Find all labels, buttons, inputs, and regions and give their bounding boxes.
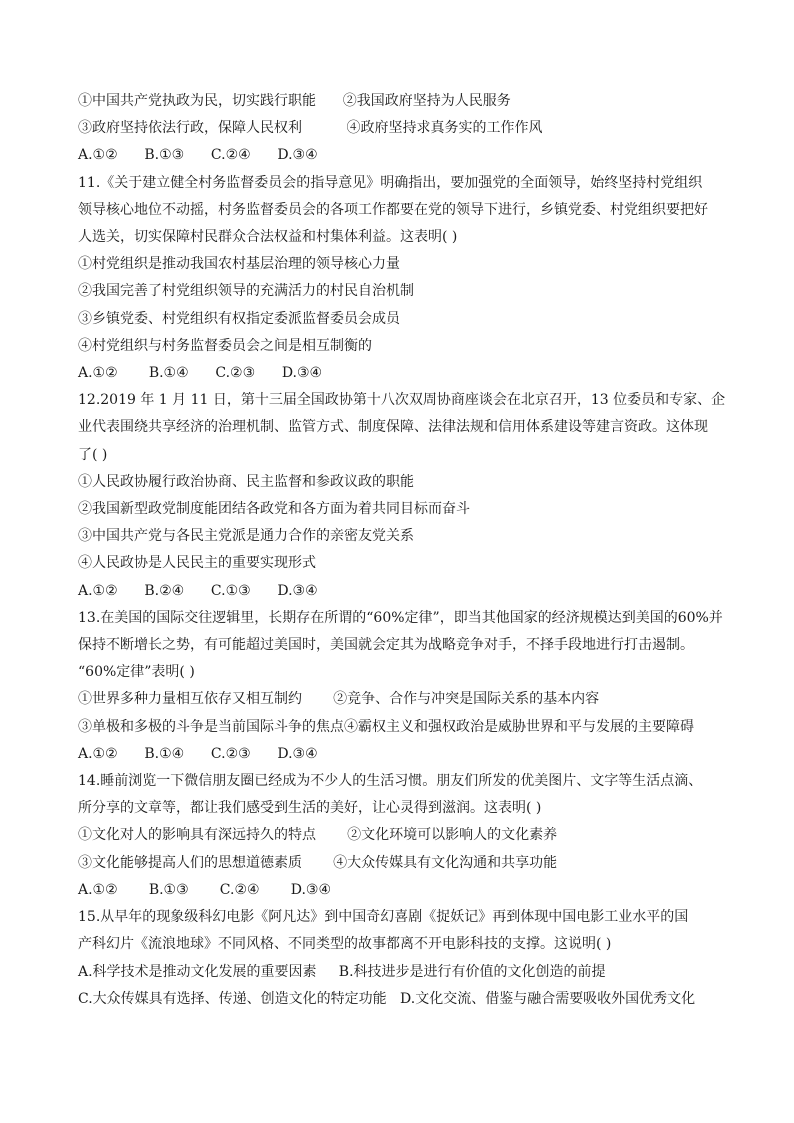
option-line: ④人民政协是人民民主的重要实现形式 bbox=[78, 555, 316, 572]
option-line: ③中国共产党与各民主党派是通力合作的亲密友党关系 bbox=[78, 528, 414, 545]
answer-choices: A.①② B.①③ C.②④ D.③④ bbox=[78, 881, 331, 898]
question-stem: 产科幻片《流浪地球》不同风格、不同类型的故事都离不开电影科技的支撑。这说明( ) bbox=[78, 936, 612, 953]
question-stem: 了( ) bbox=[78, 446, 108, 463]
answer-choice-line: A.科学技术是推动文化发展的重要因素 B.科技进步是进行有价值的文化创造的前提 bbox=[78, 963, 606, 980]
question-10 bbox=[78, 88, 718, 170]
question-14 bbox=[78, 768, 718, 904]
option-line: ①文化对人的影响具有深远持久的特点 ②文化环境可以影响人的文化素养 bbox=[78, 827, 558, 844]
question-stem: 12.2019 年 1 月 11 日，第十三届全国政协第十八次双周协商座谈会在北京召开，13 位委员和专家、企 bbox=[78, 392, 726, 409]
question-stem: 所分享的文章等，都让我们感受到生活的美好，让心灵得到滋润。这表明( ) bbox=[78, 800, 542, 817]
answer-choices: A.①② B.②④ C.①③ D.③④ bbox=[78, 582, 318, 599]
option-line: ①世界多种力量相互依存又相互制约 ②竞争、合作与冲突是国际关系的基本内容 bbox=[78, 691, 600, 708]
question-stem: “60%定律”表明( ) bbox=[78, 664, 195, 681]
question-12 bbox=[78, 387, 726, 605]
question-15 bbox=[78, 904, 718, 1013]
option-line: ③文化能够提高人们的思想道德素质 ④大众传媒具有文化沟通和共享功能 bbox=[78, 854, 558, 871]
question-stem: 人选关，切实保障村民群众合法权益和村集体利益。这表明( ) bbox=[78, 229, 458, 246]
question-stem: 保持不断增长之势，有可能超过美国时，美国就会定其为战略竞争对手，不择手段地进行打击遏制。 bbox=[78, 637, 694, 654]
option-line: ②我国新型政党制度能团结各政党和各方面为着共同目标而奋斗 bbox=[78, 501, 470, 518]
option-line: ③政府坚持依法行政，保障人民权利 ④政府坚持求真务实的工作作风 bbox=[78, 120, 543, 137]
question-stem: 13.在美国的国际交往逻辑里，长期存在所谓的“60%定律”，即当其他国家的经济规模达到美国的60%并 bbox=[78, 609, 723, 626]
answer-choice-line: C.大众传媒具有选择、传递、创造文化的特定功能 D.文化交流、借鉴与融合需要吸收外国优秀文化 bbox=[78, 990, 696, 1007]
question-13 bbox=[78, 605, 723, 768]
option-line: ③乡镇党委、村党组织有权指定委派监督委员会成员 bbox=[78, 310, 400, 327]
option-line: ②我国完善了村党组织领导的充满活力的村民自治机制 bbox=[78, 283, 414, 300]
question-stem: 领导核心地位不动摇，村务监督委员会的各项工作都要在党的领导下进行，乡镇党委、村党组织要把好 bbox=[78, 201, 708, 218]
option-line: ①中国共产党执政为民，切实践行职能 ②我国政府坚持为人民服务 bbox=[78, 93, 511, 109]
question-stem: 14.睡前浏览一下微信朋友圈已经成为不少人的生活习惯。朋友们所发的优美图片、文字等生活点滴、 bbox=[78, 773, 703, 790]
question-stem: 11.《关于建立健全村务监督委员会的指导意见》明确指出，要加强党的全面领导，始终坚持村党组织 bbox=[78, 174, 703, 191]
option-line: ③单极和多极的斗争是当前国际斗争的焦点④霸权主义和强权政治是威胁世界和平与发展的主要障碍 bbox=[78, 718, 694, 735]
question-stem: 业代表围绕共享经济的治理机制、监管方式、制度保障、法律法规和信用体系建设等建言资政。这体现 bbox=[78, 419, 708, 436]
option-line: ④村党组织与村务监督委员会之间是相互制衡的 bbox=[78, 337, 372, 354]
question-stem: 15.从早年的现象级科幻电影《阿凡达》到中国奇幻喜剧《捉妖记》再到体现中国电影工业水平的国 bbox=[78, 909, 689, 926]
option-line: ①村党组织是推动我国农村基层治理的领导核心力量 bbox=[78, 256, 400, 273]
option-line: ①人民政协履行政治协商、民主监督和参政议政的职能 bbox=[78, 473, 414, 490]
exam-page bbox=[78, 88, 726, 1013]
answer-choices: A.①② B.①④ C.②③ D.③④ bbox=[78, 365, 323, 382]
question-11 bbox=[78, 170, 718, 388]
answer-choices: A.①② B.①③ C.②④ D.③④ bbox=[78, 147, 318, 164]
answer-choices: A.①② B.①④ C.②③ D.③④ bbox=[78, 745, 318, 762]
